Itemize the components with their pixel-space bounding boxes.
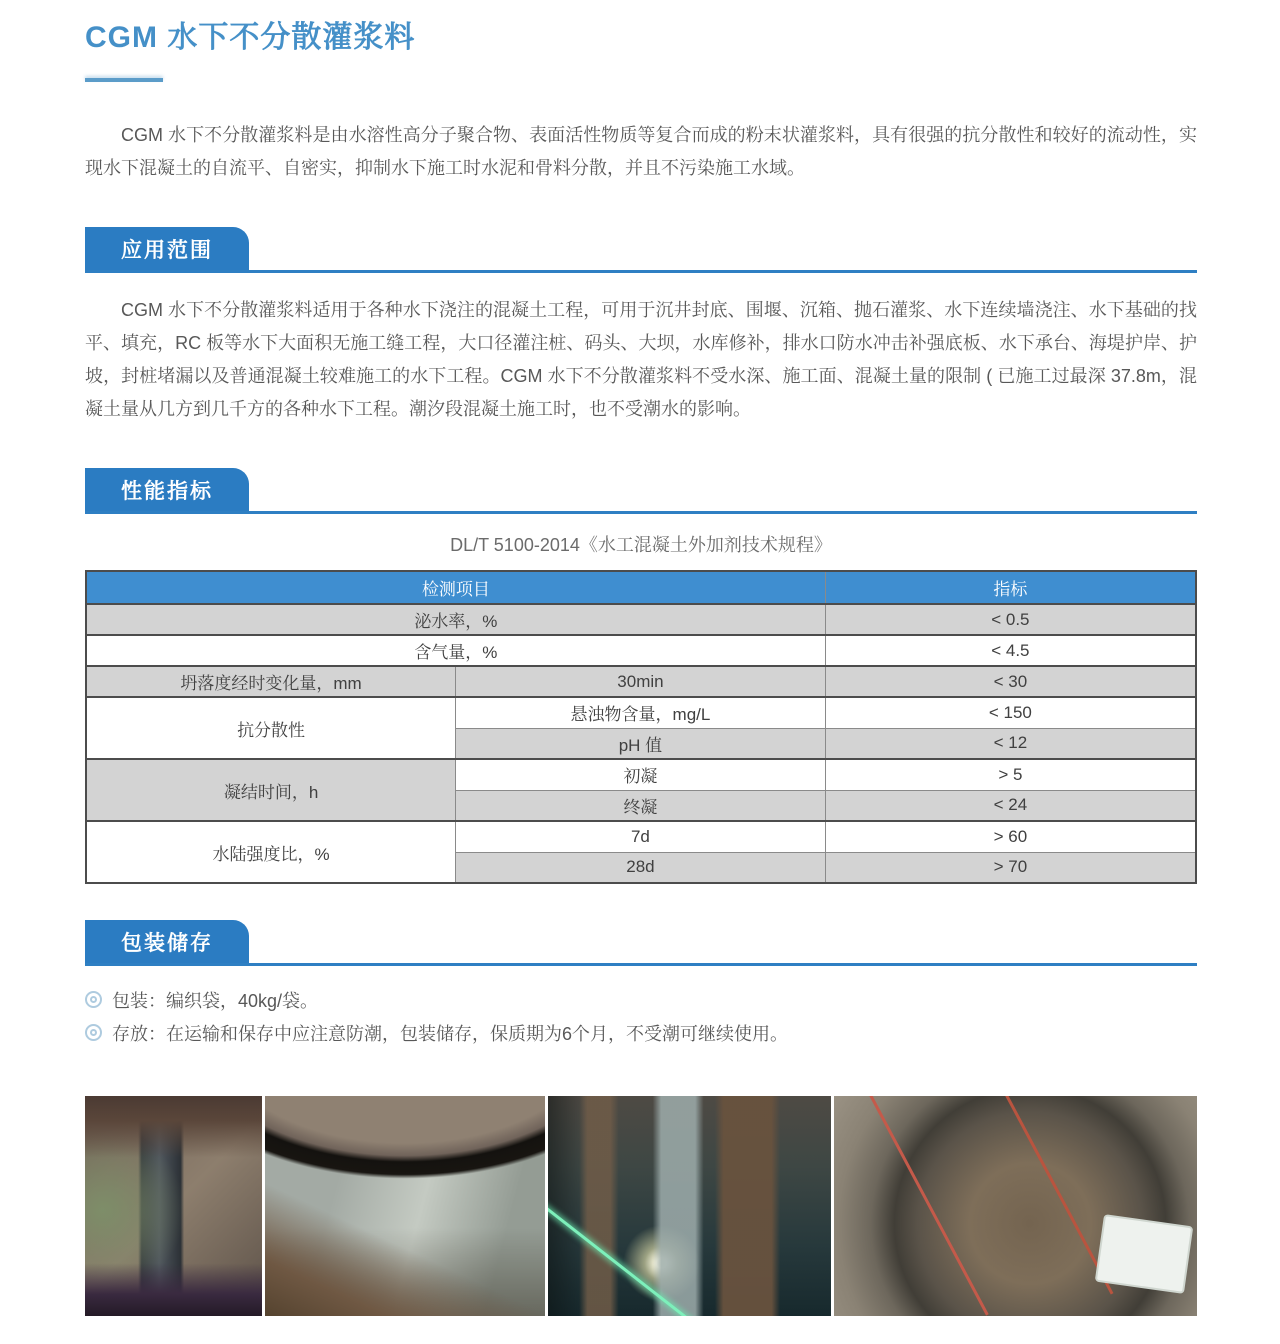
table-cell-value: < 4.5 xyxy=(825,635,1196,666)
table-cell-sub: 初凝 xyxy=(456,759,826,790)
bullet-label: 包装：编织袋，40kg/袋。 xyxy=(112,990,319,1011)
table-cell-sub: 悬浊物含量，mg/L xyxy=(456,697,826,728)
photo-underwater-piles-laser xyxy=(548,1096,831,1316)
intro-paragraph: CGM 水下不分散灌浆料是由水溶性高分子聚合物、表面活性物质等复合而成的粉末状灌浆料，具有很强的抗分散性和较好的流动性，实现水下混凝土的自流平、自密实，抑制水下施工时水泥和骨料分散，并且不污染施工水域。 xyxy=(85,125,1197,178)
table-cell-item: 泌水率，% xyxy=(86,604,825,635)
table-header-item: 检测项目 xyxy=(86,571,825,604)
table-cell-sub: 28d xyxy=(456,852,826,883)
photo-concrete-column-base xyxy=(265,1096,545,1316)
packaging-bullets xyxy=(85,983,1197,1049)
table-header-index: 指标 xyxy=(825,571,1196,604)
section-tab-performance: 性能指标 xyxy=(85,468,249,511)
list-item xyxy=(85,1016,1197,1049)
table-cell-item: 抗分散性 xyxy=(86,697,456,759)
table-cell-item: 水陆强度比，% xyxy=(86,821,456,883)
table-cell-value: > 5 xyxy=(825,759,1196,790)
table-row xyxy=(86,821,1196,852)
bullet-label: 存放：在运输和保存中应注意防潮，包装储存，保质期为6个月，不受潮可继续使用。 xyxy=(112,1023,789,1044)
table-cell-value: < 12 xyxy=(825,728,1196,759)
table-cell-value: < 150 xyxy=(825,697,1196,728)
ring-bullet-icon xyxy=(85,1024,102,1041)
photo-strip xyxy=(85,1096,1197,1316)
table-cell-item: 凝结时间，h xyxy=(86,759,456,821)
table-cell-value: < 30 xyxy=(825,666,1196,697)
page-title: CGM 水下不分散灌浆料 xyxy=(85,21,416,54)
datasheet-page xyxy=(85,0,1197,1316)
standard-title: DL/T 5100-2014《水工混凝土外加剂技术规程》 xyxy=(450,535,832,555)
table-cell-sub: 7d xyxy=(456,821,826,852)
table-row xyxy=(86,666,1196,697)
table-cell-value: < 24 xyxy=(825,790,1196,821)
ring-bullet-icon xyxy=(85,991,102,1008)
table-row xyxy=(86,759,1196,790)
table-cell-item: 坍落度经时变化量，mm xyxy=(86,666,456,697)
section-head-application xyxy=(85,227,1197,273)
application-paragraph: CGM 水下不分散灌浆料适用于各种水下浇注的混凝土工程，可用于沉井封底、围堰、沉箱、抛石灌浆、水下连续墙浇注、水下基础的找平、填充，RC 板等水下大面积无施工缝工程，大口径灌注桩、码头、大坝，水库修补，排水口防水冲击补强底板、水下承台、海堤护岸、护坡，封桩堵漏以及普通混凝土较难施工的水下工程。CGM 水下不分散灌浆料不受水深、施工面、混凝土量的限制 ( 已施工过最深 37.8m，混凝土量从几方到几千方的各种水下工程。潮汐段混凝土施工时，也不受潮水的影响。 xyxy=(85,300,1197,419)
table-header-row xyxy=(86,571,1196,604)
section-head-packaging xyxy=(85,920,1197,966)
title-underline xyxy=(85,78,163,82)
table-cell-sub: 30min xyxy=(456,666,826,697)
table-cell-value: < 0.5 xyxy=(825,604,1196,635)
photo-shaft-excavation xyxy=(834,1096,1197,1316)
section-head-performance xyxy=(85,468,1197,514)
photo-pier-column xyxy=(85,1096,262,1316)
table-cell-sub: 终凝 xyxy=(456,790,826,821)
table-cell-sub: pH 值 xyxy=(456,728,826,759)
performance-table xyxy=(85,570,1197,884)
section-tab-application: 应用范围 xyxy=(85,227,249,270)
table-row xyxy=(86,697,1196,728)
list-item xyxy=(85,983,1197,1016)
table-cell-value: > 70 xyxy=(825,852,1196,883)
table-cell-item: 含气量，% xyxy=(86,635,825,666)
section-tab-packaging: 包装储存 xyxy=(85,920,249,963)
table-row xyxy=(86,604,1196,635)
table-row xyxy=(86,635,1196,666)
table-cell-value: > 60 xyxy=(825,821,1196,852)
